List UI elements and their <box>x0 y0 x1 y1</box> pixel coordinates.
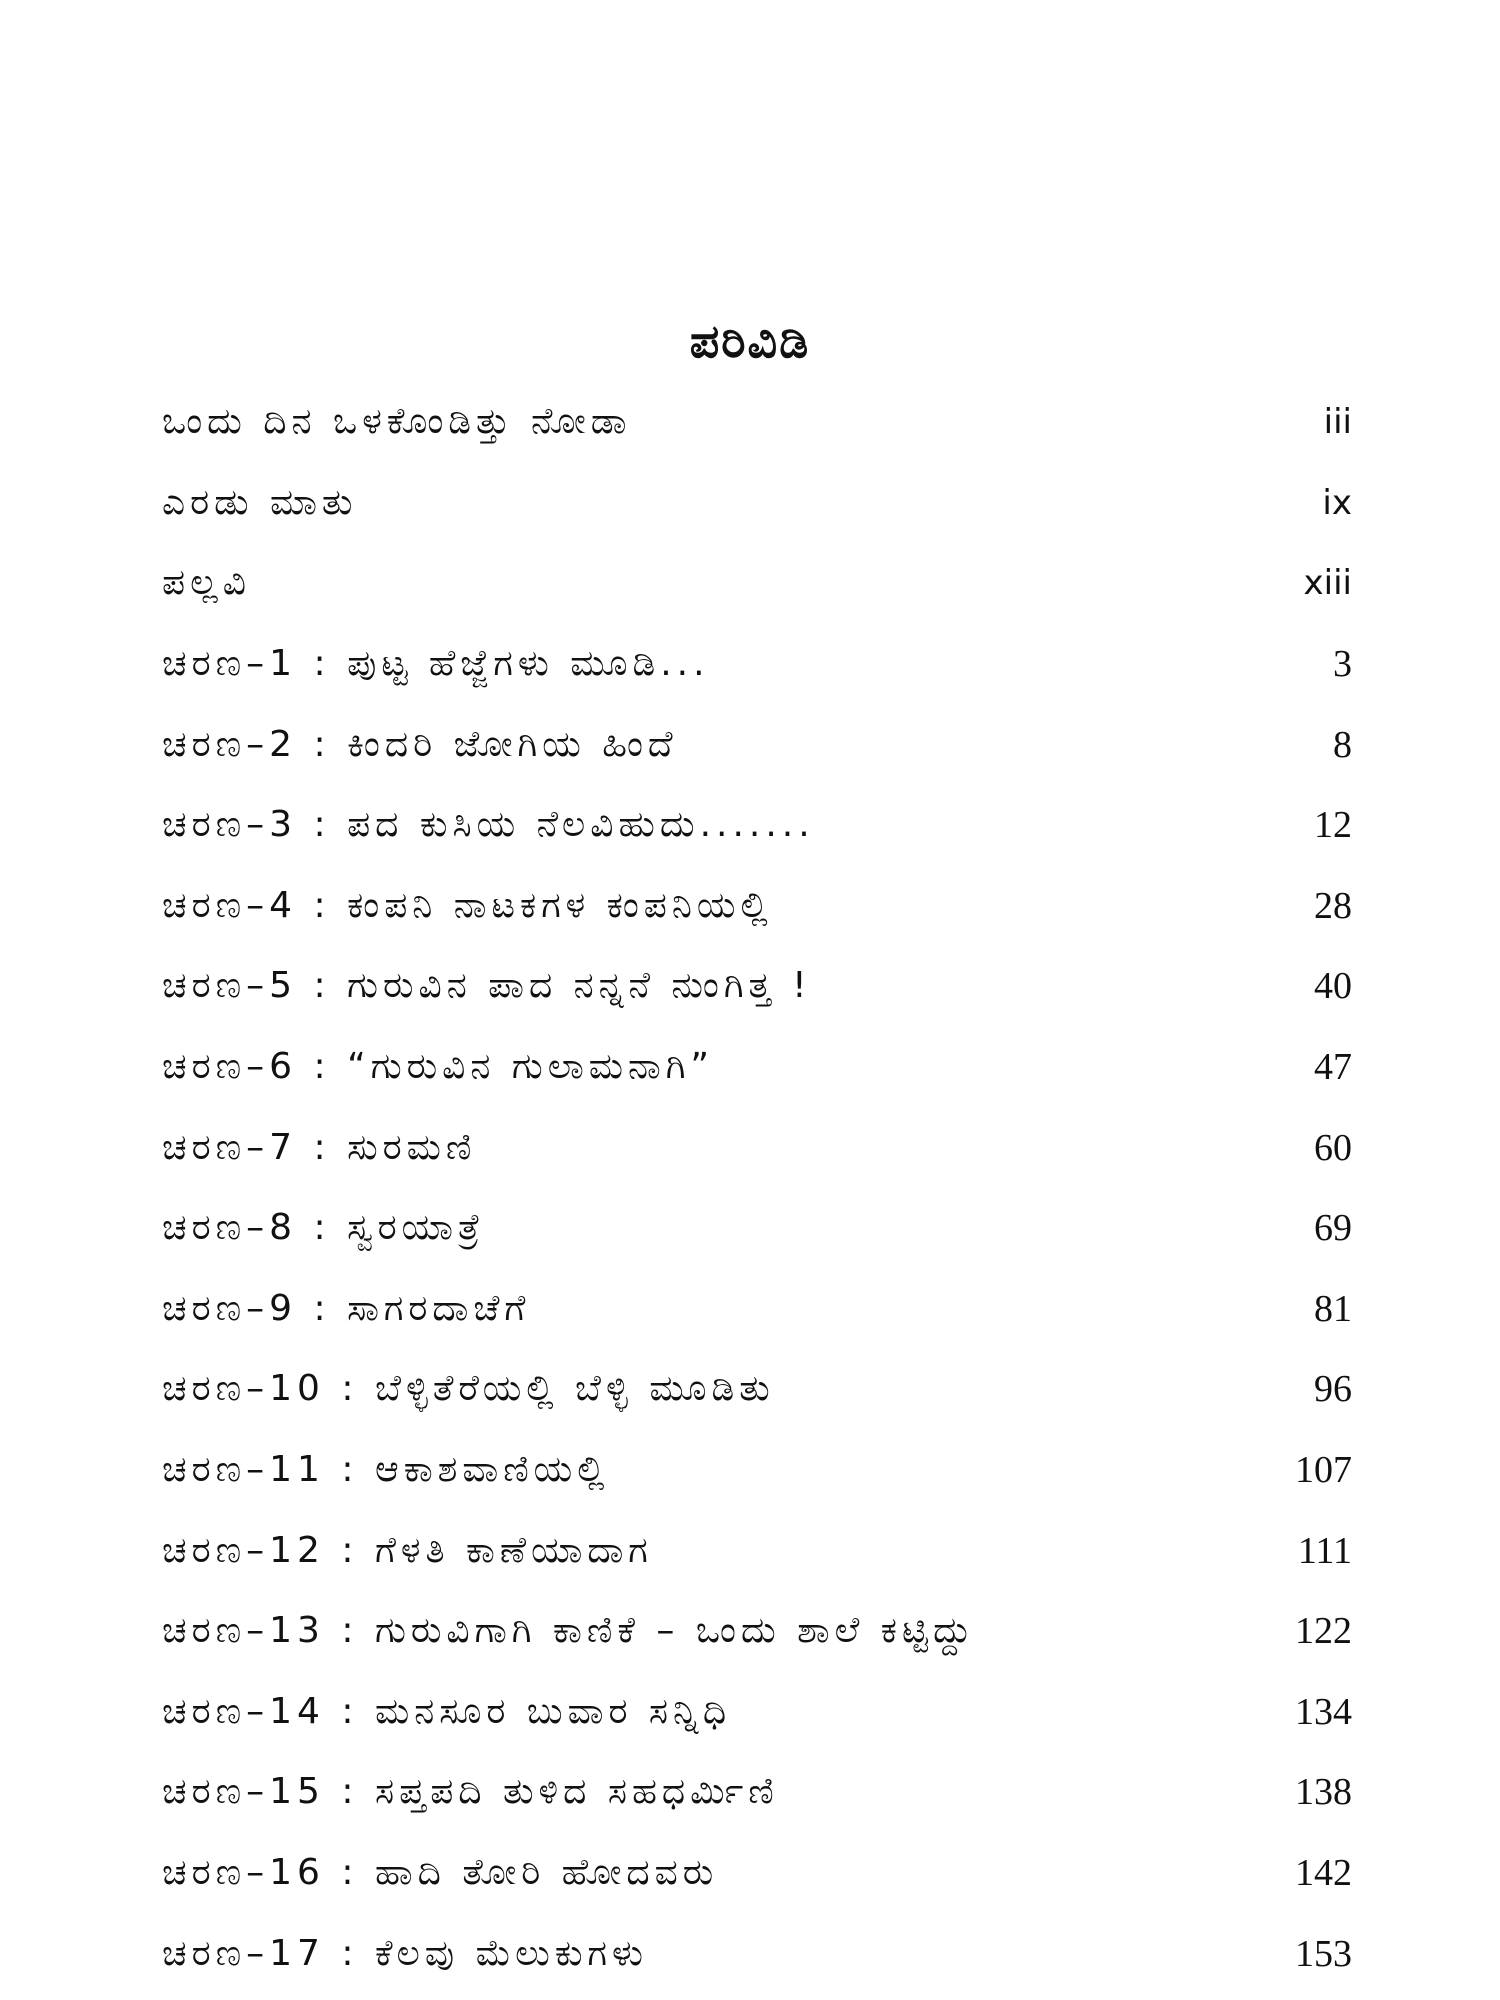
toc-row <box>162 1027 1352 1108</box>
toc-row <box>162 1349 1352 1430</box>
toc-row <box>162 624 1352 705</box>
toc-row <box>162 1833 1352 1914</box>
toc-entry-title: ಚರಣ–14 : ಮನಸೂರ ಬುವಾರ ಸನ್ನಿಧಿ <box>162 1690 732 1732</box>
toc-row <box>162 946 1352 1027</box>
toc-page-number: iii <box>1323 402 1352 443</box>
toc-row <box>162 866 1352 947</box>
toc-entry-title: ಚರಣ–7 : ಸುರಮಣಿ <box>162 1126 477 1168</box>
toc-entry-title: ಚರಣ–6 : “ಗುರುವಿನ ಗುಲಾಮನಾಗಿ” <box>162 1046 715 1088</box>
toc-row <box>162 463 1352 544</box>
toc-entry-title: ಚರಣ–16 : ಹಾದಿ ತೋರಿ ಹೋದವರು <box>162 1851 719 1893</box>
toc-row <box>162 1672 1352 1753</box>
toc-page-number: 111 <box>1297 1529 1352 1572</box>
toc-entry-title: ಎರಡು ಮಾತು <box>162 481 358 523</box>
toc-row <box>162 1430 1352 1511</box>
toc-page-number: 107 <box>1295 1449 1352 1492</box>
toc-row <box>162 1188 1352 1269</box>
toc-entry-title: ಚರಣ–4 : ಕಂಪನಿ ನಾಟಕಗಳ ಕಂಪನಿಯಲ್ಲಿ <box>162 884 773 926</box>
toc-entry-title: ಚರಣ–1 : ಪುಟ್ಟ ಹೆಜ್ಜೆಗಳು ಮೂಡಿ... <box>162 643 710 685</box>
toc-page-number: 3 <box>1333 643 1352 686</box>
toc-page-number: 60 <box>1314 1126 1352 1169</box>
toc-page-number: 122 <box>1295 1610 1352 1653</box>
toc-row <box>162 785 1352 866</box>
toc-entry-title: ಚರಣ–15 : ಸಪ್ತಪದಿ ತುಳಿದ ಸಹಧರ್ಮಿಣಿ <box>162 1771 779 1813</box>
toc-entry-title: ಚರಣ–13 : ಗುರುವಿಗಾಗಿ ಕಾಣಿಕೆ – ಒಂದು ಶಾಲೆ ಕಟ್ಟಿದ್ದು <box>162 1610 977 1652</box>
toc-entry-title: ಪಲ್ಲವಿ <box>162 562 251 604</box>
toc-page-number: 40 <box>1314 965 1352 1008</box>
table-of-contents <box>162 382 1352 1994</box>
toc-page-number: 69 <box>1314 1207 1352 1250</box>
toc-entry-title: ಚರಣ–12 : ಗೆಳತಿ ಕಾಣೆಯಾದಾಗ <box>162 1529 653 1571</box>
toc-row <box>162 1269 1352 1350</box>
toc-row <box>162 1752 1352 1833</box>
toc-page-number: 28 <box>1314 884 1352 927</box>
toc-row <box>162 382 1352 463</box>
toc-page-number: ix <box>1322 482 1352 523</box>
toc-page-number: 142 <box>1295 1851 1352 1894</box>
toc-page-number: 153 <box>1295 1932 1352 1975</box>
toc-entry-title: ಚರಣ–9 : ಸಾಗರದಾಚೆಗೆ <box>162 1287 531 1329</box>
toc-row <box>162 543 1352 624</box>
toc-row <box>162 1591 1352 1672</box>
toc-entry-title: ಚರಣ–17 : ಕೆಲವು ಮೆಲುಕುಗಳು <box>162 1932 648 1974</box>
toc-entry-title: ಚರಣ–8 : ಸ್ವರಯಾತ್ರೆ <box>162 1207 485 1249</box>
toc-entry-title: ಚರಣ–5 : ಗುರುವಿನ ಪಾದ ನನ್ನನೆ ನುಂಗಿತ್ತ ! <box>162 965 812 1007</box>
toc-page-number: 8 <box>1333 723 1352 766</box>
toc-entry-title: ಒಂದು ದಿನ ಒಳಕೊಂಡಿತ್ತು ನೋಡಾ <box>162 401 632 443</box>
toc-entry-title: ಚರಣ–3 : ಪದ ಕುಸಿಯ ನೆಲವಿಹುದು....... <box>162 804 815 846</box>
toc-page-number: 134 <box>1295 1690 1352 1733</box>
toc-page-number: 96 <box>1314 1368 1352 1411</box>
toc-row <box>162 1107 1352 1188</box>
toc-row <box>162 1510 1352 1591</box>
toc-page-number: 138 <box>1295 1771 1352 1814</box>
toc-entry-title: ಚರಣ–10 : ಬೆಳ್ಳಿತೆರೆಯಲ್ಲಿ ಬೆಳ್ಳಿ ಮೂಡಿತು <box>162 1368 775 1410</box>
toc-page-number: xiii <box>1303 563 1352 604</box>
toc-page-number: 81 <box>1314 1287 1352 1330</box>
page-title: ಪರಿವಿಡಿ <box>689 313 811 368</box>
toc-entry-title: ಚರಣ–2 : ಕಿಂದರಿ ಜೋಗಿಯ ಹಿಂದೆ <box>162 723 678 765</box>
toc-row <box>162 1913 1352 1994</box>
toc-entry-title: ಚರಣ–11 : ಆಕಾಶವಾಣಿಯಲ್ಲಿ <box>162 1449 610 1491</box>
toc-page-number: 12 <box>1314 804 1352 847</box>
toc-page-number: 47 <box>1314 1046 1352 1089</box>
toc-row <box>162 704 1352 785</box>
